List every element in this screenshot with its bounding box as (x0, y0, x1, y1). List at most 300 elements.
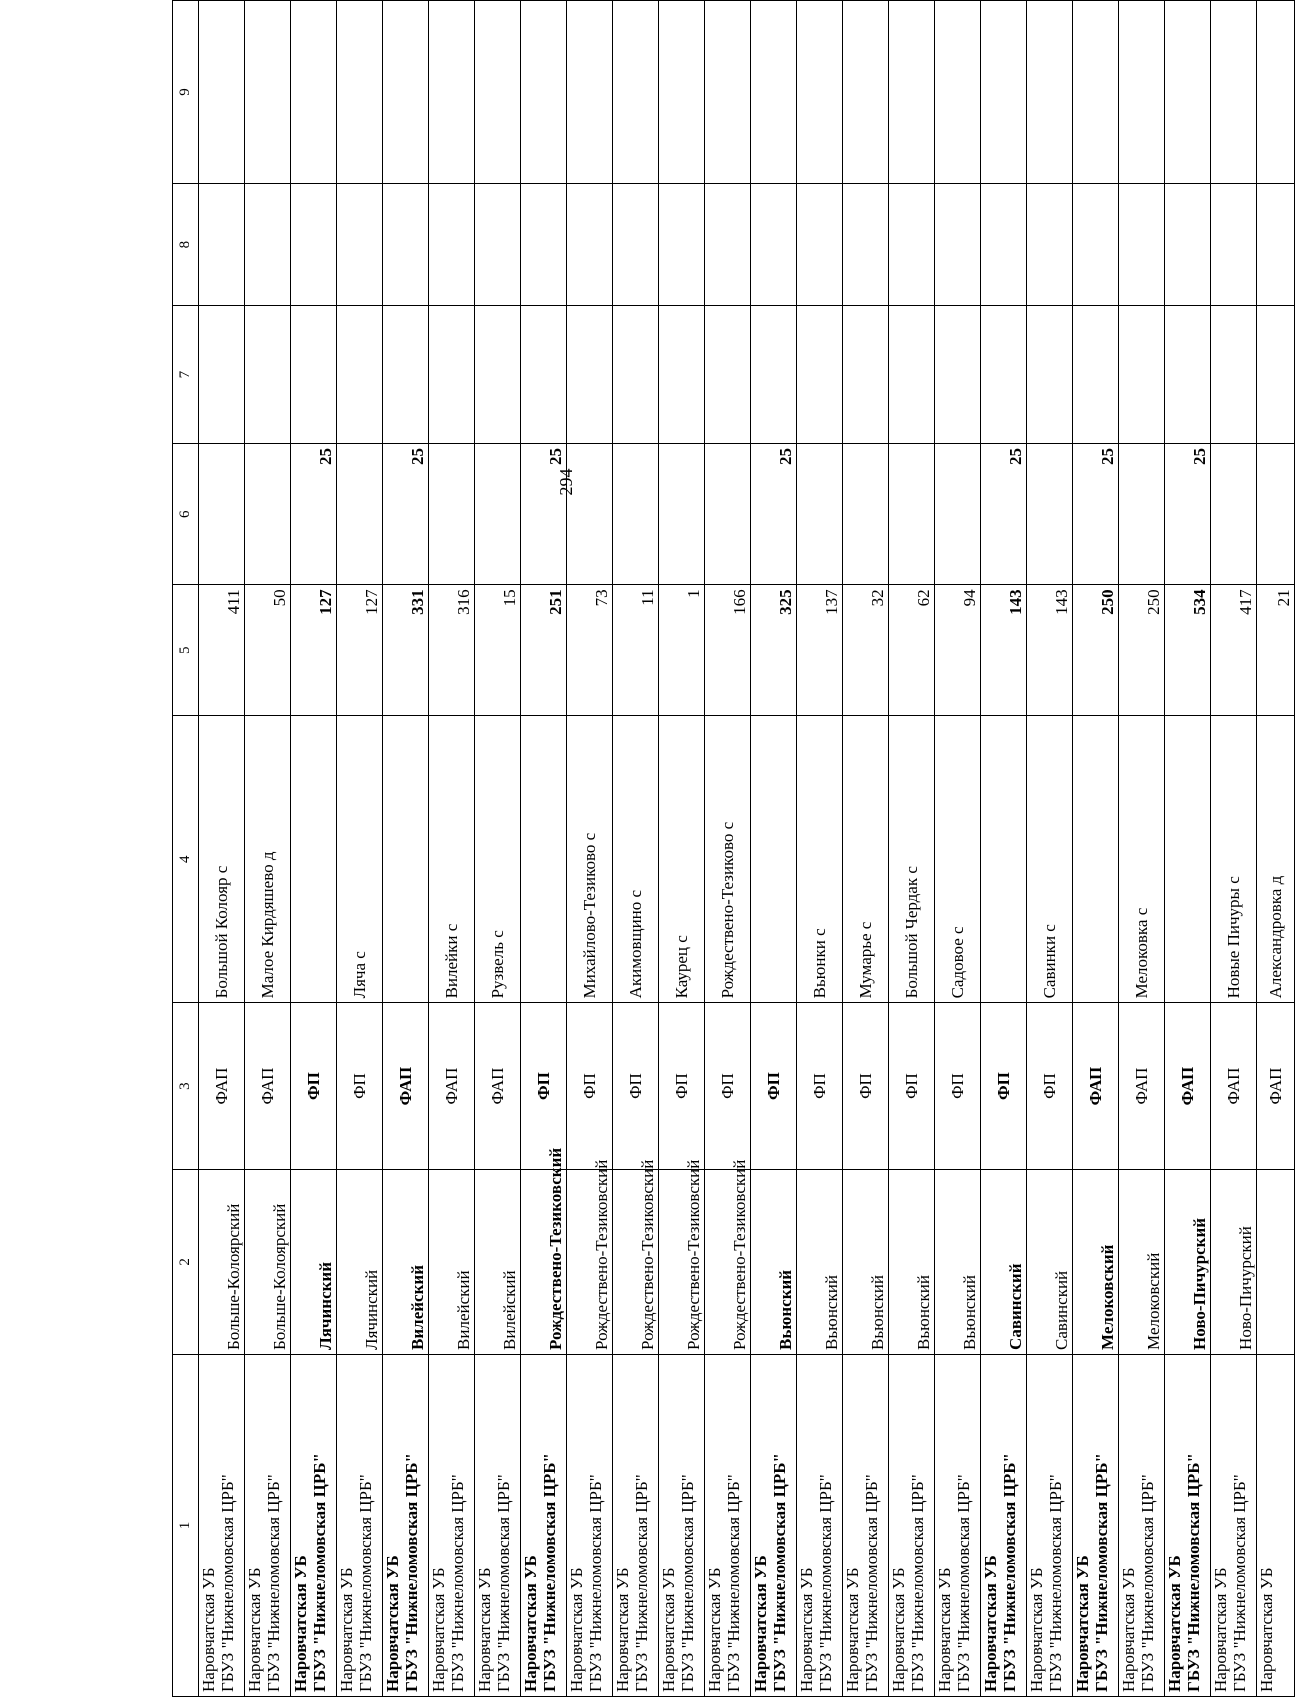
organization-line: Наровчатская УБ (245, 1567, 264, 1692)
settlement-cell (521, 716, 567, 1003)
population-cell: 316 (429, 585, 475, 716)
hospital-line: ГБУЗ "Нижнеломовская ЦРБ" (218, 1474, 237, 1692)
population-cell: 73 (567, 585, 613, 716)
value-cell-8 (935, 183, 981, 305)
value-cell-9 (797, 1, 843, 184)
settlement-cell: Рождествено-Тезиково с (705, 716, 751, 1003)
facility-type-cell: ФАП (1211, 1003, 1257, 1169)
value-cell-8 (199, 183, 245, 305)
settlement-cell: Александровка д (1257, 716, 1295, 1003)
value-cell-7 (245, 306, 291, 444)
settlement-cell: Малое Кирдяшево д (245, 716, 291, 1003)
settlement-cell (981, 716, 1027, 1003)
value-cell-7 (291, 306, 337, 444)
value-cell-9 (337, 1, 383, 184)
settlement-cell: Большой Чердак с (889, 716, 935, 1003)
settlement-cell: Мелоковка с (1119, 716, 1165, 1003)
district-cell: Вилейский (475, 1169, 521, 1354)
value-cell-8 (1119, 183, 1165, 305)
table-row (797, 1, 843, 1697)
value-cell-6 (567, 444, 613, 585)
settlement-cell: Садовое с (935, 716, 981, 1003)
hospital-line: ГБУЗ "Нижнеломовская ЦРБ" (448, 1474, 467, 1692)
settlement-cell (291, 716, 337, 1003)
value-cell-7 (751, 306, 797, 444)
value-cell-7 (199, 306, 245, 444)
value-cell-8 (889, 183, 935, 305)
district-cell: Рождествено-Тезиковский (567, 1169, 613, 1354)
value-cell-6: 25 (1073, 444, 1119, 585)
value-cell-7 (383, 306, 429, 444)
population-cell: 1 (659, 585, 705, 716)
organization-line: Наровчатская УБ (981, 1555, 1000, 1692)
page-number: 294 (556, 468, 576, 496)
population-cell: 15 (475, 585, 521, 716)
organization-cell (1119, 1354, 1165, 1696)
organization-cell (705, 1354, 751, 1696)
value-cell-9 (1027, 1, 1073, 184)
hospital-line: ГБУЗ "Нижнеломовская ЦРБ" (264, 1474, 283, 1692)
district-cell: Савинский (1027, 1169, 1073, 1354)
value-cell-6 (429, 444, 475, 585)
district-cell: Вьюнский (751, 1169, 797, 1354)
population-cell: 417 (1211, 585, 1257, 716)
value-cell-7 (613, 306, 659, 444)
settlement-cell: Вьюнки с (797, 716, 843, 1003)
table-row (383, 1, 429, 1697)
value-cell-9 (843, 1, 889, 184)
organization-cell (613, 1354, 659, 1696)
value-cell-6: 25 (383, 444, 429, 585)
table-row (659, 1, 705, 1697)
value-cell-6: 25 (981, 444, 1027, 585)
facility-type-cell: ФАП (1257, 1003, 1295, 1169)
organization-cell (751, 1354, 797, 1696)
organization-cell (383, 1354, 429, 1696)
district-cell: Ново-Пичурский (1165, 1169, 1211, 1354)
organization-cell (429, 1354, 475, 1696)
value-cell-8 (429, 183, 475, 305)
district-cell: Вьюнский (797, 1169, 843, 1354)
organization-cell (1211, 1354, 1257, 1696)
table-row (981, 1, 1027, 1697)
settlement-cell: Михайлово-Тезиково с (567, 716, 613, 1003)
column-header: 1 (173, 1354, 199, 1696)
facility-type-cell: ФАП (1073, 1003, 1119, 1169)
organization-line: Наровчатская УБ (337, 1567, 356, 1692)
population-cell: 11 (613, 585, 659, 716)
value-cell-7 (843, 306, 889, 444)
value-cell-6: 25 (521, 444, 567, 585)
organization-line: Наровчатская УБ (751, 1555, 770, 1692)
value-cell-8 (1027, 183, 1073, 305)
organization-cell (475, 1354, 521, 1696)
facility-type-cell: ФП (843, 1003, 889, 1169)
organization-line: Наровчатская УБ (889, 1567, 908, 1692)
hospital-line: ГБУЗ "Нижнеломовская ЦРБ" (1046, 1474, 1065, 1692)
value-cell-8 (245, 183, 291, 305)
hospital-line: ГБУЗ "Нижнеломовская ЦРБ" (632, 1474, 651, 1692)
hospital-line: ГБУЗ "Нижнеломовская ЦРБ" (586, 1474, 605, 1692)
district-cell: Лячинский (337, 1169, 383, 1354)
value-cell-7 (1073, 306, 1119, 444)
table-row (521, 1, 567, 1697)
organization-cell (797, 1354, 843, 1696)
facility-type-cell: ФАП (245, 1003, 291, 1169)
value-cell-8 (1073, 183, 1119, 305)
value-cell-6 (1119, 444, 1165, 585)
facility-type-cell: ФП (1027, 1003, 1073, 1169)
organization-line: Наровчатская УБ (475, 1567, 494, 1692)
settlement-cell (751, 716, 797, 1003)
table-row (1027, 1, 1073, 1697)
facility-type-cell: ФП (613, 1003, 659, 1169)
table-row (843, 1, 889, 1697)
settlement-cell: Большой Колояр с (199, 716, 245, 1003)
value-cell-8 (383, 183, 429, 305)
value-cell-7 (429, 306, 475, 444)
organization-cell (291, 1354, 337, 1696)
hospital-line: ГБУЗ "Нижнеломовская ЦРБ" (678, 1474, 697, 1692)
hospital-line: ГБУЗ "Нижнеломовская ЦРБ" (770, 1453, 789, 1692)
population-cell: 325 (751, 585, 797, 716)
district-cell: Вьюнский (935, 1169, 981, 1354)
value-cell-9 (1073, 1, 1119, 184)
population-cell: 534 (1165, 585, 1211, 716)
value-cell-9 (199, 1, 245, 184)
value-cell-7 (1257, 306, 1295, 444)
settlement-cell: Рузвель с (475, 716, 521, 1003)
facility-type-cell: ФП (797, 1003, 843, 1169)
table-row (199, 1, 245, 1697)
value-cell-9 (1257, 1, 1295, 184)
value-cell-7 (659, 306, 705, 444)
district-cell: Рождествено-Тезиковский (613, 1169, 659, 1354)
district-cell: Ново-Пичурский (1211, 1169, 1257, 1354)
hospital-line: ГБУЗ "Нижнеломовская ЦРБ" (1184, 1453, 1203, 1692)
organization-line: Наровчатская УБ (935, 1567, 954, 1692)
facility-type-cell: ФАП (199, 1003, 245, 1169)
value-cell-9 (291, 1, 337, 184)
value-cell-8 (705, 183, 751, 305)
value-cell-7 (935, 306, 981, 444)
district-cell: Вилейский (383, 1169, 429, 1354)
district-cell: Мелоковский (1119, 1169, 1165, 1354)
population-cell: 411 (199, 585, 245, 716)
hospital-line: ГБУЗ "Нижнеломовская ЦРБ" (1000, 1453, 1019, 1692)
population-cell: 21 (1257, 585, 1295, 716)
facility-type-cell: ФП (567, 1003, 613, 1169)
hospital-line: ГБУЗ "Нижнеломовская ЦРБ" (724, 1474, 743, 1692)
table-row (337, 1, 383, 1697)
facility-type-cell: ФАП (1119, 1003, 1165, 1169)
organization-line: Наровчатская УБ (705, 1567, 724, 1692)
value-cell-8 (475, 183, 521, 305)
table-row (1165, 1, 1211, 1697)
value-cell-7 (981, 306, 1027, 444)
settlement-cell: Каурец с (659, 716, 705, 1003)
population-cell: 250 (1119, 585, 1165, 716)
organization-cell (659, 1354, 705, 1696)
population-cell: 62 (889, 585, 935, 716)
value-cell-7 (1211, 306, 1257, 444)
organization-line: Наровчатская УБ (1119, 1567, 1138, 1692)
organization-line: Наровчатская УБ (797, 1567, 816, 1692)
facility-type-cell: ФП (889, 1003, 935, 1169)
organization-line: Наровчатская УБ (567, 1567, 586, 1692)
table-body (199, 1, 1295, 1697)
district-cell: Рождествено-Тезиковский (659, 1169, 705, 1354)
organization-line: Наровчатская УБ (613, 1567, 632, 1692)
organization-line: Наровчатская УБ (291, 1555, 310, 1692)
value-cell-9 (705, 1, 751, 184)
value-cell-8 (1257, 183, 1295, 305)
population-cell: 127 (291, 585, 337, 716)
population-cell: 50 (245, 585, 291, 716)
value-cell-7 (567, 306, 613, 444)
organization-cell (1165, 1354, 1211, 1696)
value-cell-6 (199, 444, 245, 585)
population-cell: 166 (705, 585, 751, 716)
value-cell-6 (705, 444, 751, 585)
facility-type-cell: ФАП (1165, 1003, 1211, 1169)
value-cell-7 (797, 306, 843, 444)
facility-type-cell: ФП (705, 1003, 751, 1169)
column-header: 4 (173, 716, 199, 1003)
district-cell: Рождествено-Тезиковский (705, 1169, 751, 1354)
value-cell-8 (843, 183, 889, 305)
value-cell-7 (337, 306, 383, 444)
facility-type-cell: ФП (981, 1003, 1027, 1169)
organization-cell (337, 1354, 383, 1696)
value-cell-9 (659, 1, 705, 184)
hospital-line: ГБУЗ "Нижнеломовская ЦРБ" (494, 1474, 513, 1692)
value-cell-8 (1165, 183, 1211, 305)
organization-line: Наровчатская УБ (1211, 1567, 1230, 1692)
hospital-line: ГБУЗ "Нижнеломовская ЦРБ" (816, 1474, 835, 1692)
organization-cell (1073, 1354, 1119, 1696)
table-row (1211, 1, 1257, 1697)
organization-cell (567, 1354, 613, 1696)
settlement-cell (1073, 716, 1119, 1003)
hospital-line: ГБУЗ "Нижнеломовская ЦРБ" (540, 1453, 559, 1692)
value-cell-9 (475, 1, 521, 184)
value-cell-9 (1119, 1, 1165, 184)
table-row (935, 1, 981, 1697)
column-header: 7 (173, 306, 199, 444)
organization-cell (843, 1354, 889, 1696)
hospital-line: ГБУЗ "Нижнеломовская ЦРБ" (1092, 1453, 1111, 1692)
table-row (1073, 1, 1119, 1697)
column-header: 2 (173, 1169, 199, 1354)
hospital-line: ГБУЗ "Нижнеломовская ЦРБ" (1230, 1474, 1249, 1692)
district-cell: Больше-Колоярский (199, 1169, 245, 1354)
value-cell-9 (429, 1, 475, 184)
facility-type-cell: ФАП (383, 1003, 429, 1169)
table-row (429, 1, 475, 1697)
value-cell-9 (1211, 1, 1257, 184)
facility-type-cell: ФП (935, 1003, 981, 1169)
district-cell (1257, 1169, 1295, 1354)
value-cell-6: 25 (751, 444, 797, 585)
organization-cell (521, 1354, 567, 1696)
value-cell-8 (567, 183, 613, 305)
organization-cell (245, 1354, 291, 1696)
organization-line: Наровчатская УБ (1027, 1567, 1046, 1692)
table-row (291, 1, 337, 1697)
organization-line: Наровчатская УБ (429, 1567, 448, 1692)
settlement-cell: Новые Пичуры с (1211, 716, 1257, 1003)
value-cell-8 (291, 183, 337, 305)
district-cell: Савинский (981, 1169, 1027, 1354)
column-header: 9 (173, 1, 199, 184)
value-cell-8 (1211, 183, 1257, 305)
facility-type-cell: ФП (337, 1003, 383, 1169)
population-cell: 127 (337, 585, 383, 716)
settlement-cell: Акимовщино с (613, 716, 659, 1003)
value-cell-6 (613, 444, 659, 585)
facility-type-cell: ФП (291, 1003, 337, 1169)
table-row (475, 1, 521, 1697)
population-cell: 250 (1073, 585, 1119, 716)
organization-line: Наровчатская УБ (1165, 1555, 1184, 1692)
value-cell-9 (521, 1, 567, 184)
organization-cell (889, 1354, 935, 1696)
value-cell-7 (1119, 306, 1165, 444)
value-cell-6: 25 (1165, 444, 1211, 585)
value-cell-9 (613, 1, 659, 184)
column-header: 6 (173, 444, 199, 585)
facility-type-cell: ФП (521, 1003, 567, 1169)
population-cell: 32 (843, 585, 889, 716)
facility-type-cell: ФАП (429, 1003, 475, 1169)
table-row (567, 1, 613, 1697)
value-cell-9 (981, 1, 1027, 184)
value-cell-9 (567, 1, 613, 184)
table-header-row (173, 1, 199, 1697)
value-cell-8 (337, 183, 383, 305)
value-cell-6 (1257, 444, 1295, 585)
population-cell: 331 (383, 585, 429, 716)
population-cell: 143 (1027, 585, 1073, 716)
organization-cell (935, 1354, 981, 1696)
hospital-line: ГБУЗ "Нижнеломовская ЦРБ" (310, 1453, 329, 1692)
value-cell-9 (889, 1, 935, 184)
district-cell: Вилейский (429, 1169, 475, 1354)
value-cell-8 (521, 183, 567, 305)
value-cell-7 (475, 306, 521, 444)
settlement-cell: Мумарье с (843, 716, 889, 1003)
value-cell-6 (337, 444, 383, 585)
organization-line: Наровчатская УБ (521, 1555, 540, 1692)
facility-type-cell: ФП (751, 1003, 797, 1169)
hospital-line: ГБУЗ "Нижнеломовская ЦРБ" (908, 1474, 927, 1692)
value-cell-7 (521, 306, 567, 444)
value-cell-6 (935, 444, 981, 585)
value-cell-8 (981, 183, 1027, 305)
value-cell-8 (659, 183, 705, 305)
organization-cell (1257, 1354, 1295, 1696)
value-cell-9 (1165, 1, 1211, 184)
hospital-line: ГБУЗ "Нижнеломовская ЦРБ" (356, 1474, 375, 1692)
settlement-cell: Савинки с (1027, 716, 1073, 1003)
table-row (613, 1, 659, 1697)
table-row (751, 1, 797, 1697)
table-row (1119, 1, 1165, 1697)
organization-line: Наровчатская УБ (199, 1567, 218, 1692)
table-row (705, 1, 751, 1697)
value-cell-6 (1211, 444, 1257, 585)
column-header: 5 (173, 585, 199, 716)
value-cell-7 (889, 306, 935, 444)
value-cell-7 (1165, 306, 1211, 444)
settlement-cell (383, 716, 429, 1003)
hospital-line: ГБУЗ "Нижнеломовская ЦРБ" (402, 1453, 421, 1692)
value-cell-7 (705, 306, 751, 444)
district-cell: Вьюнский (843, 1169, 889, 1354)
facility-type-cell: ФП (659, 1003, 705, 1169)
district-cell: Рождествено-Тезиковский (521, 1169, 567, 1354)
value-cell-8 (751, 183, 797, 305)
value-cell-9 (935, 1, 981, 184)
value-cell-6 (475, 444, 521, 585)
value-cell-6: 25 (291, 444, 337, 585)
district-cell: Вьюнский (889, 1169, 935, 1354)
value-cell-7 (1027, 306, 1073, 444)
value-cell-9 (383, 1, 429, 184)
settlement-cell (1165, 716, 1211, 1003)
organization-line: Наровчатская УБ (383, 1555, 402, 1692)
district-cell: Больше-Колоярский (245, 1169, 291, 1354)
organization-line: Наровчатская УБ (1073, 1555, 1092, 1692)
district-cell: Лячинский (291, 1169, 337, 1354)
organization-cell (199, 1354, 245, 1696)
hospital-line: ГБУЗ "Нижнеломовская ЦРБ" (862, 1474, 881, 1692)
facility-type-cell: ФАП (475, 1003, 521, 1169)
value-cell-9 (245, 1, 291, 184)
population-cell: 94 (935, 585, 981, 716)
value-cell-6 (843, 444, 889, 585)
population-cell: 251 (521, 585, 567, 716)
value-cell-8 (797, 183, 843, 305)
table-row (1257, 1, 1295, 1697)
value-cell-6 (889, 444, 935, 585)
organization-cell (981, 1354, 1027, 1696)
settlement-cell: Ляча с (337, 716, 383, 1003)
value-cell-6 (1027, 444, 1073, 585)
settlement-cell: Вилейки с (429, 716, 475, 1003)
population-cell: 143 (981, 585, 1027, 716)
value-cell-6 (797, 444, 843, 585)
value-cell-6 (659, 444, 705, 585)
hospital-line: ГБУЗ "Нижнеломовская ЦРБ" (1138, 1474, 1157, 1692)
organization-cell (1027, 1354, 1073, 1696)
organization-line: Наровчатская УБ (1257, 1567, 1276, 1692)
value-cell-9 (751, 1, 797, 184)
value-cell-8 (613, 183, 659, 305)
organization-line: Наровчатская УБ (659, 1567, 678, 1692)
column-header: 8 (173, 183, 199, 305)
column-header: 3 (173, 1003, 199, 1169)
organization-line: Наровчатская УБ (843, 1567, 862, 1692)
value-cell-6 (245, 444, 291, 585)
facility-table (172, 0, 1295, 1697)
table-row (889, 1, 935, 1697)
hospital-line: ГБУЗ "Нижнеломовская ЦРБ" (954, 1474, 973, 1692)
rotated-table-container (172, 0, 1293, 1697)
table-row (245, 1, 291, 1697)
district-cell: Мелоковский (1073, 1169, 1119, 1354)
